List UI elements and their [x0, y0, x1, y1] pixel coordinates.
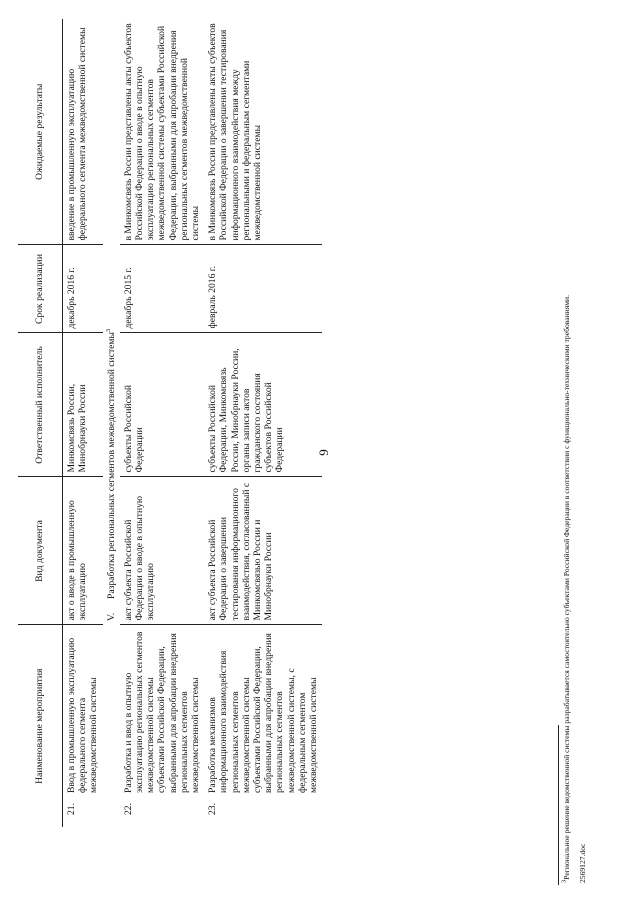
section-heading	[103, 19, 120, 625]
footnote-divider	[558, 725, 559, 885]
row-doc: акт субъекта Российской Федерации о завершении тестирования информационного взаимодействия, согласованный с Минкомсвязью России и Минобрнауки России	[204, 477, 322, 625]
row-number: 22.	[122, 803, 134, 815]
row-result: в Минкомсвязь России представлены акты субъектов Российской Федерации о вводе в опытную эксплуатацию региональных сегментов межведомственной системы субъектами Российской Федерации, выбранными для апробации внедрения региональных сегментов межведомственной системы	[120, 19, 204, 245]
row-term: февраль 2016 г.	[204, 245, 322, 333]
section-number: V.	[105, 612, 117, 621]
table-row	[120, 19, 204, 827]
document-id: 2569127.doc	[578, 843, 587, 883]
table-header-row	[18, 19, 63, 827]
measures-table	[18, 19, 322, 827]
row-name: Ввод в промышленную эксплуатацию федерального сегмента межведомственной системы	[66, 637, 100, 793]
row-doc: акт о вводе в промышленную эксплуатацию	[63, 477, 103, 625]
header-resp: Ответственный исполнитель	[18, 333, 63, 477]
footnote-text: Региональное решение ведомственной системы разрабатывается самостоятельно субъектами Российской Федерации в соответствии с функционально-техническими требованиями.	[562, 295, 571, 880]
row-name: Разработка и ввод в опытную эксплуатацию региональных сегментов межведомственной системы субъектами Российской Федерации, выбранными для апробации внедрения региональных сегментов межведомственной системы	[122, 631, 202, 793]
row-result: введение в промышленную эксплуатацию федерального сегмента межведомственной системы	[63, 19, 103, 245]
footnote	[562, 23, 571, 883]
section-title: Разработка региональных сегментов межведомственной системы	[105, 332, 117, 599]
row-term: декабрь 2016 г.	[63, 245, 103, 333]
row-number: 21.	[66, 803, 77, 815]
header-result: Ожидаемые результаты	[18, 19, 63, 245]
section-heading-row	[103, 19, 120, 827]
row-resp: субъекты Российской Федерации, Минкомсвязь России, Минобрнауки России, органы записи актов гражданского состояния субъектов Российской Федерации	[204, 333, 322, 477]
row-resp: субъекты Российской Федерации	[120, 333, 204, 477]
row-name: Разработка механизмов информационного взаимодействия региональных сегментов межведомственной системы субъектами Российской Федерации, выбранными для апробации внедрения региональных сегментов межведомственной системы, с федеральным сегментом межведомственной системы	[207, 633, 320, 793]
header-name: Наименование мероприятия	[18, 625, 63, 827]
footnote-mark: 3	[104, 328, 112, 333]
row-doc: акт субъекта Российской Федерации о вводе в опытную эксплуатацию	[120, 477, 204, 625]
footnote-number: 3	[560, 879, 568, 883]
row-result: в Минкомсвязь России представлены акты субъектов Российской Федерации о завершении тестирования информационного взаимодействия между региональными и федеральным сегментами межведомственной системы	[204, 19, 322, 245]
header-term: Срок реализации	[18, 245, 63, 333]
row-number: 23.	[207, 803, 219, 815]
header-doc: Вид документа	[18, 477, 63, 625]
page-number: 9	[316, 449, 331, 456]
table-row	[204, 19, 322, 827]
table-row	[63, 19, 103, 827]
row-resp: Минкомсвязь России, Минобрнауки России	[63, 333, 103, 477]
row-term: декабрь 2015 г.	[120, 245, 204, 333]
